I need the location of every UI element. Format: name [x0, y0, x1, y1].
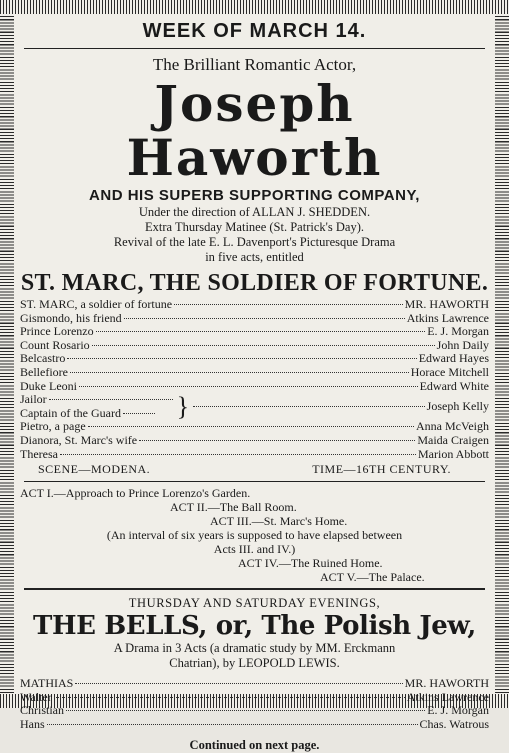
cast-actor: Marion Abbott: [418, 446, 489, 461]
cast-actor: E. J. Morgan: [427, 703, 489, 718]
leader-dots: [174, 304, 403, 305]
cast-row: [20, 339, 489, 353]
bells-title: THE BELLS, or, The Polish Jew,: [33, 611, 476, 642]
actor-tagline: The Brilliant Romantic Actor,: [152, 55, 357, 74]
leader-dots: [124, 318, 405, 319]
cast-row: [20, 704, 489, 718]
act-line: ACT V.—The Palace.: [320, 570, 425, 585]
cast-actor: Chas. Watrous: [419, 716, 489, 731]
divider: [24, 588, 485, 590]
cast-actor: Edward Hayes: [418, 351, 489, 366]
cast-row: [20, 677, 489, 691]
cast-row: [20, 366, 489, 380]
leader-dots: [123, 413, 155, 414]
cast-role: Hans: [20, 716, 45, 731]
act-line: ACT IV.—The Ruined Home.: [238, 556, 383, 571]
leader-dots: [70, 372, 409, 373]
shared-role-line: [20, 407, 175, 421]
leader-dots: [75, 683, 402, 684]
week-heading: WEEK OF MARCH 14.: [142, 20, 367, 42]
cast-actor: Atkins Lawrence: [406, 310, 489, 325]
cast-row: [20, 448, 489, 462]
direction-line: Under the direction of ALLAN J. SHEDDEN.: [138, 205, 371, 219]
scene-label: SCENE—MODENA.: [38, 462, 151, 477]
cast-role: Count Rosario: [20, 337, 90, 352]
cast-row: [20, 420, 489, 434]
leader-dots: [96, 331, 426, 332]
interval-note: (An interval of six years is supposed to have elapsed between: [106, 528, 403, 543]
cast-role: Duke Leoni: [20, 378, 77, 393]
shared-actor-line: [191, 400, 489, 414]
cast-role: MATHIAS: [20, 676, 74, 691]
cast-row: [20, 380, 489, 394]
act-line: ACT I.—Approach to Prince Lorenzo's Garden.: [20, 486, 251, 501]
cast-actor: Anna McVeigh: [416, 419, 489, 434]
cast-actor: Maida Craigen: [417, 432, 489, 447]
leader-dots: [47, 724, 418, 725]
act-line: ACT III.—St. Marc's Home.: [210, 514, 348, 529]
cast-actor: MR. HAWORTH: [404, 676, 489, 691]
cast-row: [20, 298, 489, 312]
cast-role: Captain of the Guard: [20, 405, 121, 420]
cast-actor: MR. HAWORTH: [404, 297, 489, 311]
continued-note: Continued on next page.: [189, 737, 320, 752]
cast-actor: Joseph Kelly: [426, 398, 489, 413]
cast-role: ST. MARC, a soldier of fortune: [20, 297, 173, 311]
scene-time-line: [38, 462, 451, 477]
cast-actor: Atkins Lawrence: [406, 689, 489, 704]
interval-note: Acts III. and IV.): [213, 542, 296, 557]
cast-list: [20, 298, 489, 461]
leader-dots: [79, 386, 418, 387]
company-line: AND HIS SUPERB SUPPORTING COMPANY,: [89, 187, 420, 204]
revival-line-1: Revival of the late E. L. Davenport's Picturesque Drama: [113, 235, 396, 249]
cast-role: Jailor: [20, 392, 47, 407]
cast-role: Bellefiore: [20, 364, 68, 379]
evenings-heading: THURSDAY AND SATURDAY EVENINGS,: [128, 596, 381, 611]
revival-line-2: in five acts, entitled: [205, 250, 304, 264]
matinee-line: Extra Thursday Matinee (St. Patrick's Day).: [145, 220, 364, 234]
divider: [24, 481, 485, 482]
cast-row: [20, 312, 489, 326]
cast-role: Dianora, St. Marc's wife: [20, 432, 138, 447]
brace-glyph: }: [176, 391, 190, 421]
shared-roles: [20, 393, 175, 420]
cast-role: Christian: [20, 703, 64, 718]
leader-dots: [88, 426, 414, 427]
cast-actor: Edward White: [419, 378, 489, 393]
cast-role: Pietro, a page: [20, 419, 86, 434]
cast-row: [20, 352, 489, 366]
cast-actor: John Daily: [436, 337, 489, 352]
play-title: ST. MARC, THE SOLDIER OF FORTUNE.: [20, 270, 489, 296]
act-line: ACT II.—The Ball Room.: [170, 500, 297, 515]
cast-role: Gismondo, his friend: [20, 310, 122, 325]
time-label: TIME—16TH CENTURY.: [312, 462, 451, 477]
leader-dots: [92, 345, 435, 346]
actor-name: Joseph Haworth: [126, 74, 383, 187]
cast-row-shared-role: [20, 393, 489, 420]
cast-row: [20, 691, 489, 705]
cast-role: Walter: [20, 689, 52, 704]
cast-row: [20, 325, 489, 339]
cast-role: Belcastro: [20, 351, 66, 366]
bells-cast-list: [20, 677, 489, 731]
leader-dots: [60, 454, 416, 455]
shared-role-line: [20, 393, 175, 407]
leader-dots: [66, 710, 425, 711]
cast-role: Prince Lorenzo: [20, 324, 94, 339]
leader-dots: [49, 399, 173, 400]
bells-desc-2: Chatrian), by LEOPOLD LEWIS.: [169, 656, 340, 671]
cast-actor: Horace Mitchell: [410, 364, 489, 379]
cast-role: Theresa: [20, 446, 58, 461]
cast-row: [20, 434, 489, 448]
cast-actor: E. J. Morgan: [427, 324, 489, 339]
leader-dots: [67, 358, 416, 359]
leader-dots: [193, 406, 425, 407]
playbill-content: [18, 16, 491, 752]
bells-desc-1: A Drama in 3 Acts (a dramatic study by MM. Erckmann: [113, 641, 396, 656]
leader-dots: [139, 440, 415, 441]
divider: [24, 48, 485, 49]
leader-dots: [54, 697, 405, 698]
acts-list: [20, 486, 489, 584]
cast-row: [20, 718, 489, 732]
